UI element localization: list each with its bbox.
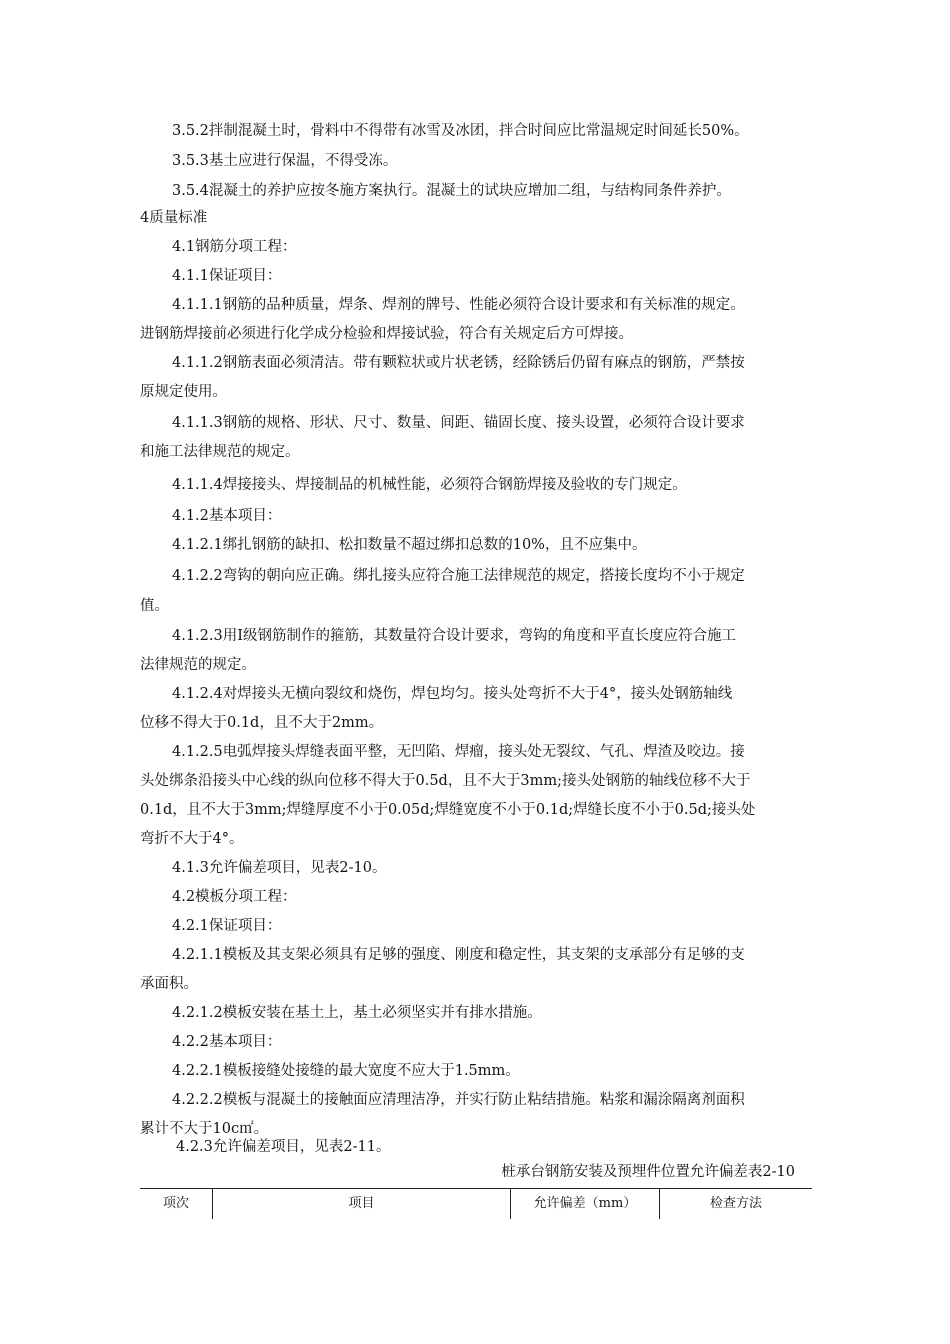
paragraph-line: 4.1.1保证项目： — [172, 268, 282, 284]
paragraph-line: 4.1.2基本项目： — [172, 508, 282, 524]
paragraph-line: 4.1.1.1钢筋的品种质量，焊条、焊剂的牌号、性能必须符合设计要求和有关标准的规定。 — [172, 297, 745, 313]
paragraph-line: 4.1.2.4对焊接头无横向裂纹和烧伤，焊包均匀。接头处弯折不大于4°，接头处钢筋轴线 — [172, 686, 733, 702]
paragraph-line: 承面积。 — [140, 976, 198, 992]
table-header-check-method: 检查方法 — [709, 1196, 762, 1211]
paragraph-line: 4.2.1保证项目： — [172, 918, 282, 934]
section-heading: 4质量标准 — [140, 210, 208, 226]
paragraph-line: 3.5.4混凝土的养护应按冬施方案执行。混凝土的试块应增加二组，与结构同条件养护。 — [172, 183, 731, 199]
paragraph-line: 4.1.1.2钢筋表面必须清洁。带有颗粒状或片状老锈，经除锈后仍留有麻点的钢筋，严禁按 — [172, 355, 745, 371]
paragraph-line: 4.1.1.4焊接接头、焊接制品的机械性能，必须符合钢筋焊接及验收的专门规定。 — [172, 477, 687, 493]
paragraph-line: 4.2.1.1模板及其支架必须具有足够的强度、刚度和稳定性，其支架的支承部分有足够的支 — [172, 947, 745, 963]
paragraph-line: 4.1.1.3钢筋的规格、形状、尺寸、数量、间距、锚固长度、接头设置，必须符合设计要求 — [172, 415, 745, 431]
paragraph-line: 4.2.2.2模板与混凝土的接触面应清理洁净，并实行防止粘结措施。粘浆和漏涂隔离剂面积 — [172, 1092, 745, 1108]
paragraph-line: 4.1.2.2弯钩的朝向应正确。绑扎接头应符合施工法律规范的规定，搭接长度均不小于规定 — [172, 568, 745, 584]
paragraph-line: 4.2模板分项工程： — [172, 889, 297, 905]
paragraph-line: 累计不大于10c㎡。 — [140, 1121, 269, 1137]
paragraph-line: 头处绑条沿接头中心线的纵向位移不得大于0.5d，且不大于3mm;接头处钢筋的轴线位移不大于 — [140, 773, 751, 789]
paragraph-line: 和施工法律规范的规定。 — [140, 444, 300, 460]
paragraph-line: 0.1d，且不大于3mm;焊缝厚度不小于0.05d;焊缝宽度不小于0.1d;焊缝长度不小于0.5d;接头处 — [140, 802, 756, 818]
paragraph-line: 4.2.3允许偏差项目，见表2-11。 — [176, 1139, 391, 1155]
paragraph-line: 弯折不大于4°。 — [140, 831, 244, 847]
paragraph-line: 4.1.2.3用Ⅰ级钢筋制作的箍筋，其数量符合设计要求，弯钩的角度和平直长度应符合施工 — [172, 628, 736, 644]
table-caption: 桩承台钢筋安装及预埋件位置允许偏差表2-10 — [501, 1164, 795, 1180]
paragraph-line: 3.5.3基土应进行保温，不得受冻。 — [172, 153, 398, 169]
table-header-item: 项目 — [348, 1196, 375, 1211]
paragraph-line: 4.1钢筋分项工程： — [172, 239, 297, 255]
paragraph-line: 原规定使用。 — [140, 384, 227, 400]
paragraph-line: 4.1.2.5电弧焊接头焊缝表面平整，无凹陷、焊瘤，接头处无裂纹、气孔、焊渣及咬边。接 — [172, 744, 745, 760]
paragraph-line: 进钢筋焊接前必须进行化学成分检验和焊接试验，符合有关规定后方可焊接。 — [140, 326, 633, 342]
paragraph-line: 值。 — [140, 598, 169, 614]
paragraph-line: 4.1.3允许偏差项目，见表2-10。 — [172, 860, 387, 876]
paragraph-line: 3.5.2拌制混凝土时，骨料中不得带有冰雪及冰团，拌合时间应比常温规定时间延长50%。 — [172, 123, 749, 139]
paragraph-line: 4.1.2.1绑扎钢筋的缺扣、松扣数量不超过绑扣总数的10%，且不应集中。 — [172, 537, 647, 553]
paragraph-line: 位移不得大于0.1d，且不大于2mm。 — [140, 715, 384, 731]
paragraph-line: 法律规范的规定。 — [140, 657, 256, 673]
tolerance-table — [140, 1188, 812, 1221]
table-header-item-no: 项次 — [162, 1196, 189, 1211]
paragraph-line: 4.2.2.1模板接缝处接缝的最大宽度不应大于1.5mm。 — [172, 1063, 520, 1079]
paragraph-line: 4.2.1.2模板安装在基土上，基土必须坚实并有排水措施。 — [172, 1005, 542, 1021]
table-header-tolerance: 允许偏差（mm） — [533, 1196, 637, 1211]
paragraph-line: 4.2.2基本项目： — [172, 1034, 282, 1050]
